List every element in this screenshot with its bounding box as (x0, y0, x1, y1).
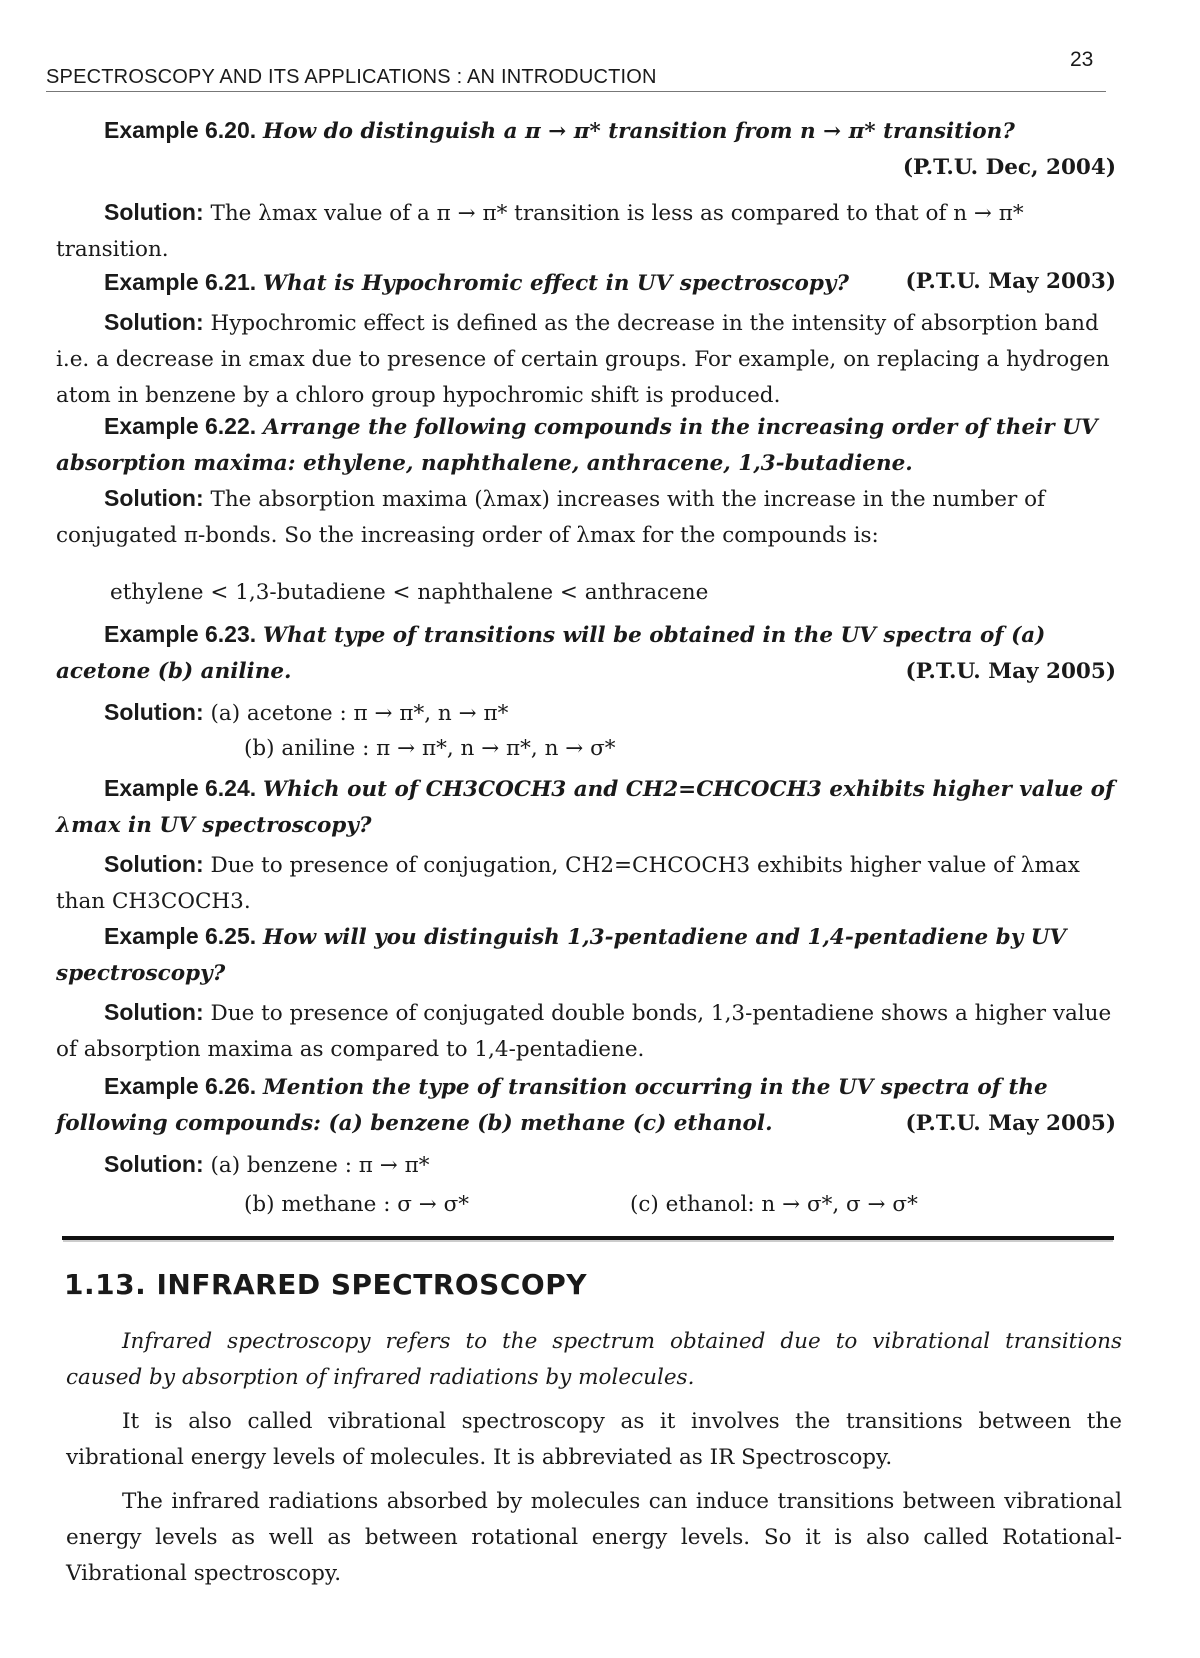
example-reference: (P.T.U. May 2005) (905, 659, 1116, 684)
solution-label: Solution: (104, 309, 204, 335)
solution-label: Solution: (104, 999, 204, 1025)
running-head: SPECTROSCOPY AND ITS APPLICATIONS : AN INTRODUCTION (46, 66, 1106, 92)
example-label: Example 6.24. (104, 775, 257, 801)
solution-label: Solution: (104, 485, 204, 511)
example-label: Example 6.23. (104, 621, 257, 647)
example-question: Which out of CH3COCH3 and CH2=CHCOCH3 exhibits higher value of λmax in UV spectroscopy? (56, 777, 1115, 838)
solution-label: Solution: (104, 699, 204, 725)
solution-6-21 (56, 304, 1116, 414)
solution-6-26 (56, 1146, 1116, 1184)
example-6-25 (56, 918, 1116, 992)
solution-6-25 (56, 994, 1116, 1068)
solution-text: Hypochromic effect is defined as the decrease in the intensity of absorption band i.e. a decrease in εmax due to presence of certain groups. For example, on replacing a hydrogen atom in benzene by a chloro group hypochromic shift is produced. (56, 311, 1110, 408)
order-line: ethylene < 1,3-butadiene < naphthalene < anthracene (110, 580, 709, 605)
page-number: 23 (1070, 48, 1094, 71)
example-6-22 (56, 408, 1116, 482)
solution-6-22 (56, 480, 1116, 554)
paragraph-2 (66, 1484, 1122, 1592)
solution-6-20 (56, 194, 1116, 268)
solution-label: Solution: (104, 199, 204, 225)
solution-text: The absorption maxima (λmax) increases with the increase in the number of conjugated π-bonds. So the increasing order of λmax for the compounds is: (56, 487, 1045, 548)
section-heading: 1.13. INFRARED SPECTROSCOPY (64, 1268, 587, 1301)
answer-line-a: (a) acetone : π → π*, n → π* (210, 701, 509, 726)
definition-text: Infrared spectroscopy refers to the spectrum obtained due to vibrational transitions caused by absorption of infrared radiations by molecules. (66, 1329, 1122, 1390)
answer-line-b: (b) methane : σ → σ* (244, 1192, 470, 1217)
example-question: What is Hypochromic effect in UV spectroscopy? (263, 271, 849, 296)
definition-paragraph (66, 1324, 1122, 1396)
paragraph-1 (66, 1404, 1122, 1476)
solution-6-23 (56, 694, 1116, 732)
solution-label: Solution: (104, 1151, 204, 1177)
example-question: Arrange the following compounds in the increasing order of their UV absorption maxima: ethylene, naphthalene, anthracene, 1,3-butadiene. (56, 415, 1098, 476)
solution-label: Solution: (104, 851, 204, 877)
example-6-24 (56, 770, 1116, 844)
paragraph-1-text: It is also called vibrational spectroscopy as it involves the transitions between the vibrational energy levels of molecules. It is abbreviated as IR Spectroscopy. (66, 1409, 1122, 1470)
example-question: How do distinguish a π → π* transition from n → π* transition? (263, 119, 1015, 144)
example-label: Example 6.21. (104, 269, 257, 295)
example-label: Example 6.25. (104, 923, 257, 949)
solution-text: Due to presence of conjugated double bonds, 1,3-pentadiene shows a higher value of absorption maxima as compared to 1,4-pentadiene. (56, 1001, 1112, 1062)
example-label: Example 6.22. (104, 413, 257, 439)
example-reference: (P.T.U. Dec, 2004) (902, 155, 1116, 180)
example-6-26 (56, 1068, 1116, 1142)
answer-line-a: (a) benzene : π → π* (210, 1153, 430, 1178)
example-question: Mention the type of transition occurring in the UV spectra of the following compounds: (a) benzene (b) methane (c) ethanol. (56, 1075, 1048, 1136)
example-6-23 (56, 616, 1116, 690)
solution-text: The λmax value of a π → π* transition is less as compared to that of n → π* transition. (56, 201, 1024, 262)
answer-line-c: (c) ethanol: n → σ*, σ → σ* (630, 1192, 918, 1217)
example-question: How will you distinguish 1,3-pentadiene and 1,4-pentadiene by UV spectroscopy? (56, 925, 1067, 986)
example-label: Example 6.26. (104, 1073, 257, 1099)
solution-6-24 (56, 846, 1116, 920)
example-6-21 (56, 264, 1116, 302)
example-label: Example 6.20. (104, 117, 257, 143)
example-6-20 (56, 112, 1116, 186)
section-divider (62, 1236, 1114, 1240)
example-reference: (P.T.U. May 2005) (905, 1111, 1116, 1136)
example-reference: (P.T.U. May 2003) (905, 269, 1116, 294)
answer-line-b: (b) aniline : π → π*, n → π*, n → σ* (244, 736, 616, 761)
example-question: What type of transitions will be obtained in the UV spectra of (a) acetone (b) aniline. (56, 623, 1046, 684)
solution-text: Due to presence of conjugation, CH2=CHCOCH3 exhibits higher value of λmax than CH3COCH3. (56, 853, 1080, 914)
paragraph-2-text: The infrared radiations absorbed by molecules can induce transitions between vibrational energy levels as well as between rotational energy levels. So it is also called Rotational-Vibrational spectroscopy. (66, 1489, 1122, 1586)
